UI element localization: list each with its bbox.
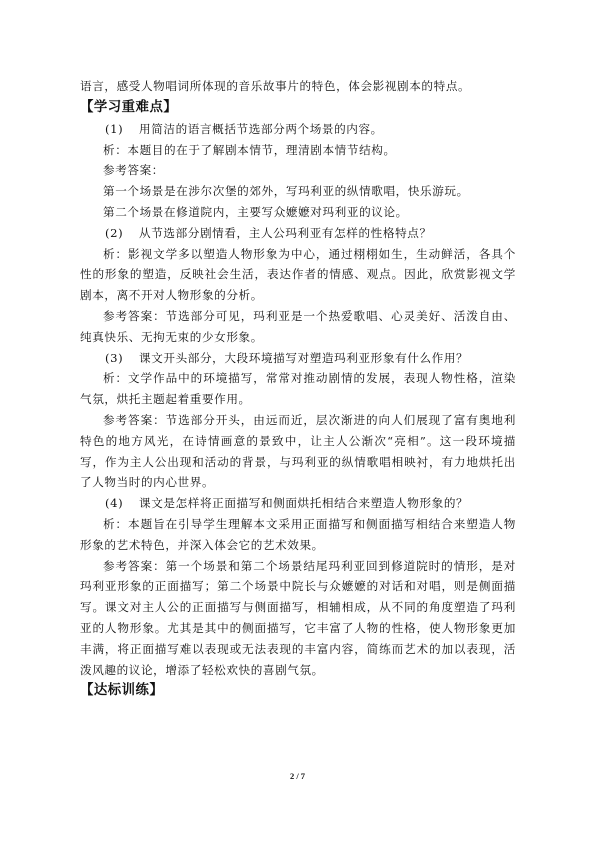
section-heading-key-points: 【学习重难点】 xyxy=(80,99,178,115)
document-body xyxy=(80,76,516,702)
answer-1-line-2: 第二个场景在修道院内，主要写众嬷嬷对玛利亚的议论。 xyxy=(103,204,408,219)
answer-label-1: 参考答案： xyxy=(103,163,164,178)
section-heading-practice: 【达标训练】 xyxy=(80,683,164,699)
question-text: 用简洁的语言概括节选部分两个场景的内容。 xyxy=(139,121,383,136)
analysis-2: 析：影视文学多以塑造人物形象为中心，通过栩栩如生，生动鲜活，各具个性的形象的塑造，反映社会生活，表达作者的情感、观点。因此，欣赏影视文学剧本，离不开对人物形象的分析。 xyxy=(80,246,516,303)
question-3 xyxy=(80,348,516,369)
analysis-1: 析：本题目的在于了解剧本情节，理清剧本情节结构。 xyxy=(103,142,396,157)
answer-3: 参考答案：节选部分开头，由远而近，层次渐进的向人们展现了富有奥地利特色的地方风光，在诗情画意的景致中，让主人公渐次“亮相”。这一段环境描写，作为主人公出现和活动的背景，与玛利亚的纵情歌唱相映衬，有力地烘托出了人物当时的内心世界。 xyxy=(80,412,516,490)
answer-1-line-1: 第一个场景是在涉尔次堡的郊外，写玛利亚的纵情歌唱，快乐游玩。 xyxy=(103,184,469,199)
answer-4: 参考答案：第一个场景和第二个场景结尾玛利亚回到修道院时的情形，是对玛利亚形象的正面描写；第二个场景中院长与众嬷嬷的对话和对唱，则是侧面描写。课文对主人公的正面描写与侧面描写，相辅相成，从不同的角度塑造了玛利亚的人物形象。尤其是其中的侧面描写，它丰富了人物的性格，使人物形象更加丰满，将正面描写难以表现或无法表现的丰富内容，简练而艺术的加以表现，活泼风趣的议论，增添了轻松欢快的喜剧气氛。 xyxy=(80,558,516,677)
question-1 xyxy=(80,119,516,140)
question-number: (2) xyxy=(105,225,124,240)
intro-line: 语言，感受人物唱词所体现的音乐故事片的特色，体会影视剧本的特点。 xyxy=(80,79,471,93)
analysis-3: 析：文学作品中的环境描写，常常对推动剧情的发展，表现人物性格，渲染气氛，烘托主题起着重要作用。 xyxy=(80,371,516,407)
page-number: 2 / 7 xyxy=(289,771,306,781)
question-number: (1) xyxy=(105,121,124,136)
question-text: 课文开头部分，大段环境描写对塑造玛利亚形象有什么作用？ xyxy=(139,350,469,365)
answer-2: 参考答案：节选部分可见，玛利亚是一个热爱歌唱、心灵美好、活泼自由、纯真快乐、无拘无束的少女形象。 xyxy=(80,308,516,344)
question-text: 课文是怎样将正面描写和侧面烘托相结合来塑造人物形象的？ xyxy=(139,496,469,511)
question-text: 从节选部分剧情看，主人公玛利亚有怎样的性格特点？ xyxy=(139,225,432,240)
question-2 xyxy=(80,223,516,244)
question-4 xyxy=(80,493,516,514)
question-number: (3) xyxy=(105,350,124,365)
analysis-4: 析：本题旨在引导学生理解本文采用正面描写和侧面描写相结合来塑造人物形象的艺术特色，并深入体会它的艺术效果。 xyxy=(80,516,516,552)
question-number: (4) xyxy=(105,496,124,511)
